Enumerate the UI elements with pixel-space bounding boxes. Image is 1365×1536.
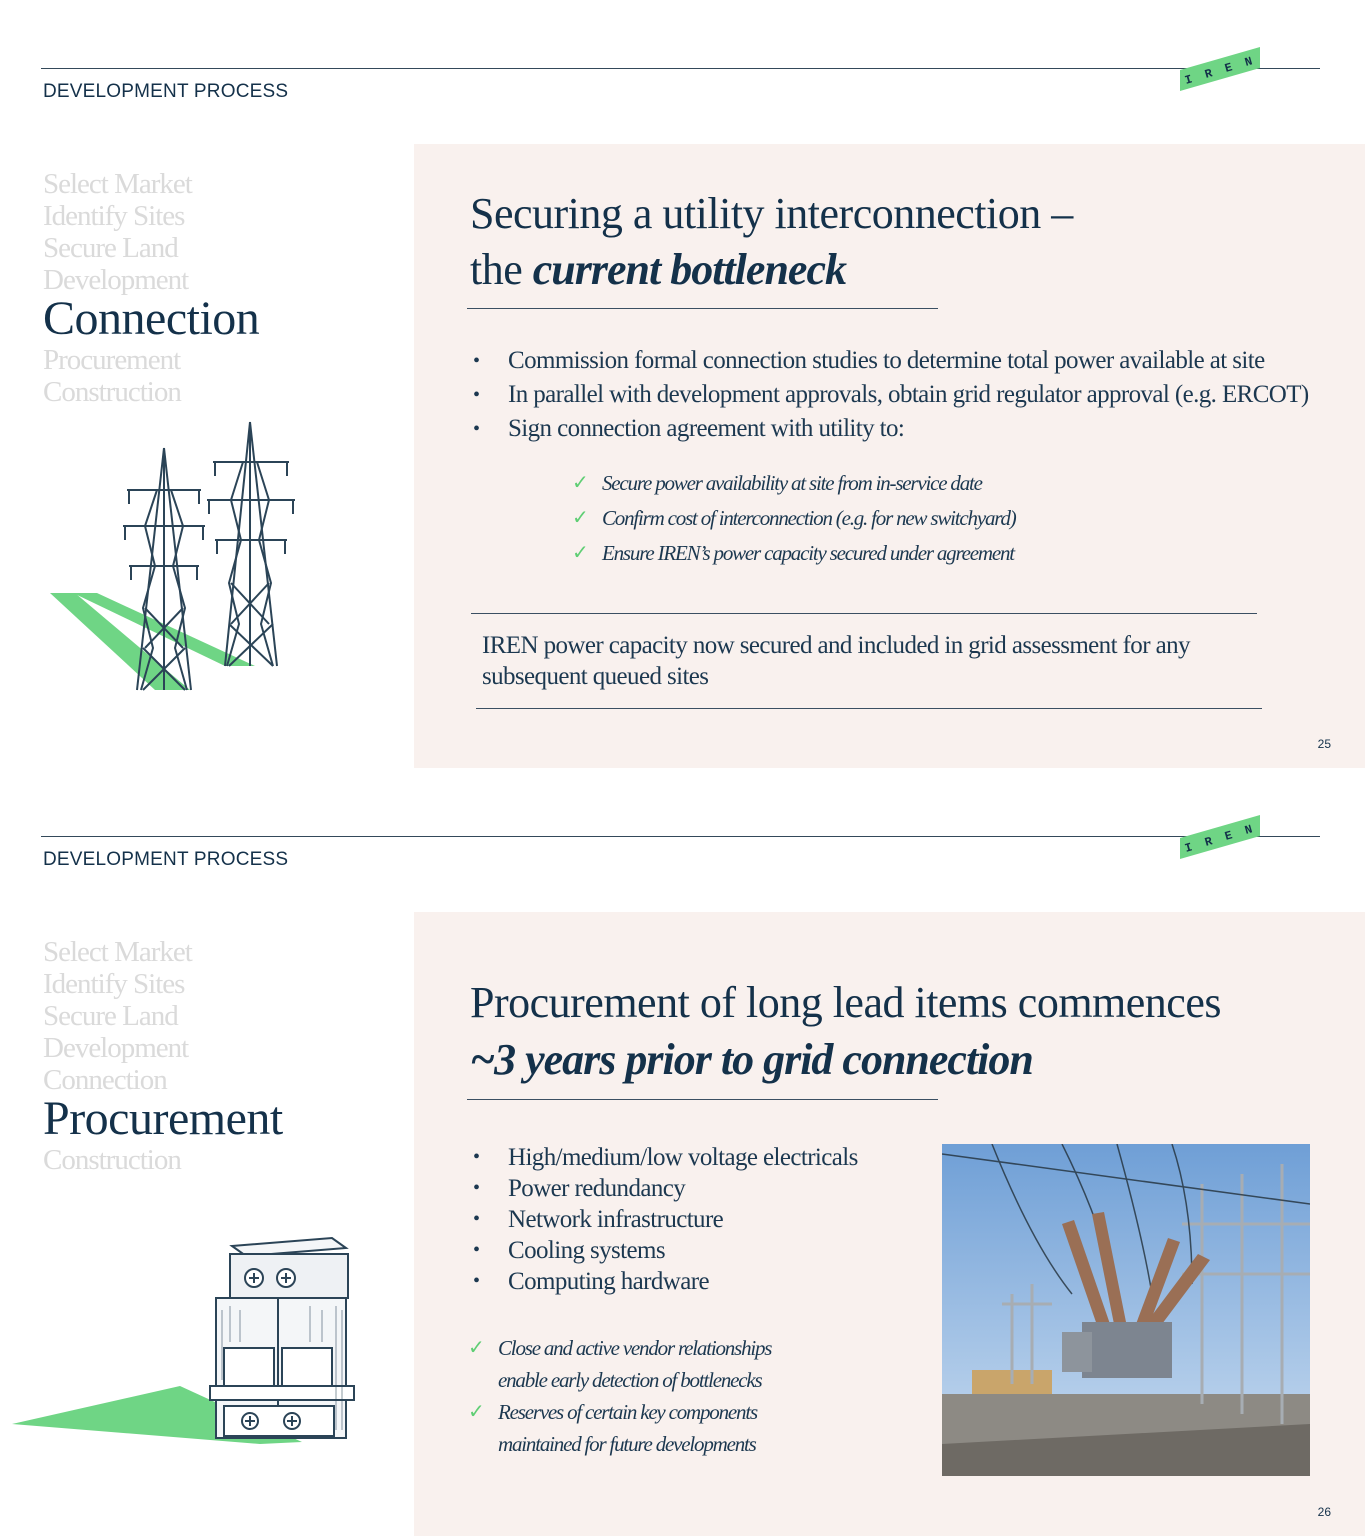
check-icon: ✓ — [572, 542, 588, 564]
nav-item-select-market[interactable]: Select Market — [43, 936, 192, 968]
nav-item-identify-sites[interactable]: Identify Sites — [43, 200, 185, 232]
logo-letter: E — [1223, 60, 1235, 76]
section-label: DEVELOPMENT PROCESS — [43, 849, 289, 870]
logo-letter: I — [1183, 72, 1195, 88]
header-rule — [41, 68, 1320, 69]
key-takeaway-note: IREN power capacity now secured and included in grid assessment for any subsequent queued sites — [482, 632, 1190, 690]
check-icon: ✓ — [572, 472, 588, 494]
title-line-1: Securing a utility interconnection – — [470, 189, 1073, 238]
nav-item-identify-sites[interactable]: Identify Sites — [43, 968, 185, 1000]
nav-item-secure-land[interactable]: Secure Land — [43, 232, 178, 264]
logo-letter: I — [1183, 840, 1195, 856]
slide-26 — [0, 768, 1365, 1536]
circuit-breaker-illustration — [10, 1230, 355, 1450]
process-nav — [43, 936, 283, 1176]
title-emphasis: ~3 years prior to grid connection — [470, 1035, 1033, 1084]
nav-item-connection[interactable]: Connection — [43, 1064, 167, 1096]
title-rule — [467, 1099, 938, 1100]
title-line-2 — [470, 242, 1073, 298]
title-emphasis: current bottleneck — [532, 245, 846, 294]
note-rule-top — [471, 613, 1257, 614]
bullet-list — [470, 344, 1309, 446]
bullet-item: • Network infrastructure — [470, 1204, 858, 1235]
check-icon: ✓ — [468, 1337, 484, 1359]
logo-letter: R — [1203, 66, 1215, 82]
bullet-item: • Power redundancy — [470, 1173, 858, 1204]
slide-title — [470, 974, 1221, 1088]
logo-letter: E — [1223, 828, 1235, 844]
bullet-list — [470, 1142, 858, 1297]
check-icon: ✓ — [468, 1401, 484, 1423]
process-nav — [43, 168, 259, 408]
logo-letter: N — [1243, 822, 1255, 838]
slide-title — [470, 186, 1073, 298]
nav-item-development[interactable]: Development — [43, 1032, 189, 1064]
title-line-1: Procurement of long lead items commences — [470, 978, 1221, 1027]
iren-logo — [1178, 44, 1262, 94]
nav-item-construction[interactable]: Construction — [43, 376, 181, 408]
header-rule — [41, 836, 1320, 837]
check-list — [468, 1332, 771, 1460]
section-label: DEVELOPMENT PROCESS — [43, 81, 289, 102]
check-item: ✓ Close and active vendor relationships — [468, 1332, 771, 1364]
note-rule-bottom — [476, 708, 1262, 709]
bullet-item: • High/medium/low voltage electricals — [470, 1142, 858, 1173]
check-item: ✓ Ensure IREN’s power capacity secured under agreement — [572, 536, 1016, 571]
logo-letter: N — [1243, 54, 1255, 70]
bullet-item: • Sign connection agreement with utility to: — [470, 412, 1309, 446]
nav-item-select-market[interactable]: Select Market — [43, 168, 192, 200]
bullet-item: • Cooling systems — [470, 1235, 858, 1266]
check-item: ✓ Secure power availability at site from in-service date — [572, 466, 1016, 501]
transmission-towers-illustration — [45, 418, 305, 696]
nav-item-procurement[interactable]: Procurement — [43, 344, 181, 376]
bullet-item: • Commission formal connection studies to determine total power available at site — [470, 344, 1309, 378]
nav-item-development[interactable]: Development — [43, 264, 189, 296]
nav-item-connection-active[interactable]: Connection — [43, 292, 260, 345]
check-item-continued: maintained for future developments — [498, 1432, 756, 1456]
substation-photo — [942, 1144, 1310, 1476]
logo-letter: R — [1203, 834, 1215, 850]
check-item: ✓ Reserves of certain key components — [468, 1396, 771, 1428]
check-item-continued: enable early detection of bottlenecks — [498, 1368, 762, 1392]
nav-item-secure-land[interactable]: Secure Land — [43, 1000, 178, 1032]
page-number: 25 — [1317, 737, 1331, 751]
bullet-item: • Computing hardware — [470, 1266, 858, 1297]
check-icon: ✓ — [572, 507, 588, 529]
iren-logo — [1178, 812, 1262, 862]
title-rule — [467, 308, 938, 309]
nav-item-construction[interactable]: Construction — [43, 1144, 181, 1176]
page-number: 26 — [1317, 1505, 1331, 1519]
title-plain: the — [470, 245, 533, 294]
bullet-item: • In parallel with development approvals, obtain grid regulator approval (e.g. ERCOT) — [470, 378, 1309, 412]
check-list — [572, 466, 1016, 571]
check-item: ✓ Confirm cost of interconnection (e.g. for new switchyard) — [572, 501, 1016, 536]
nav-item-procurement-active[interactable]: Procurement — [43, 1092, 283, 1145]
